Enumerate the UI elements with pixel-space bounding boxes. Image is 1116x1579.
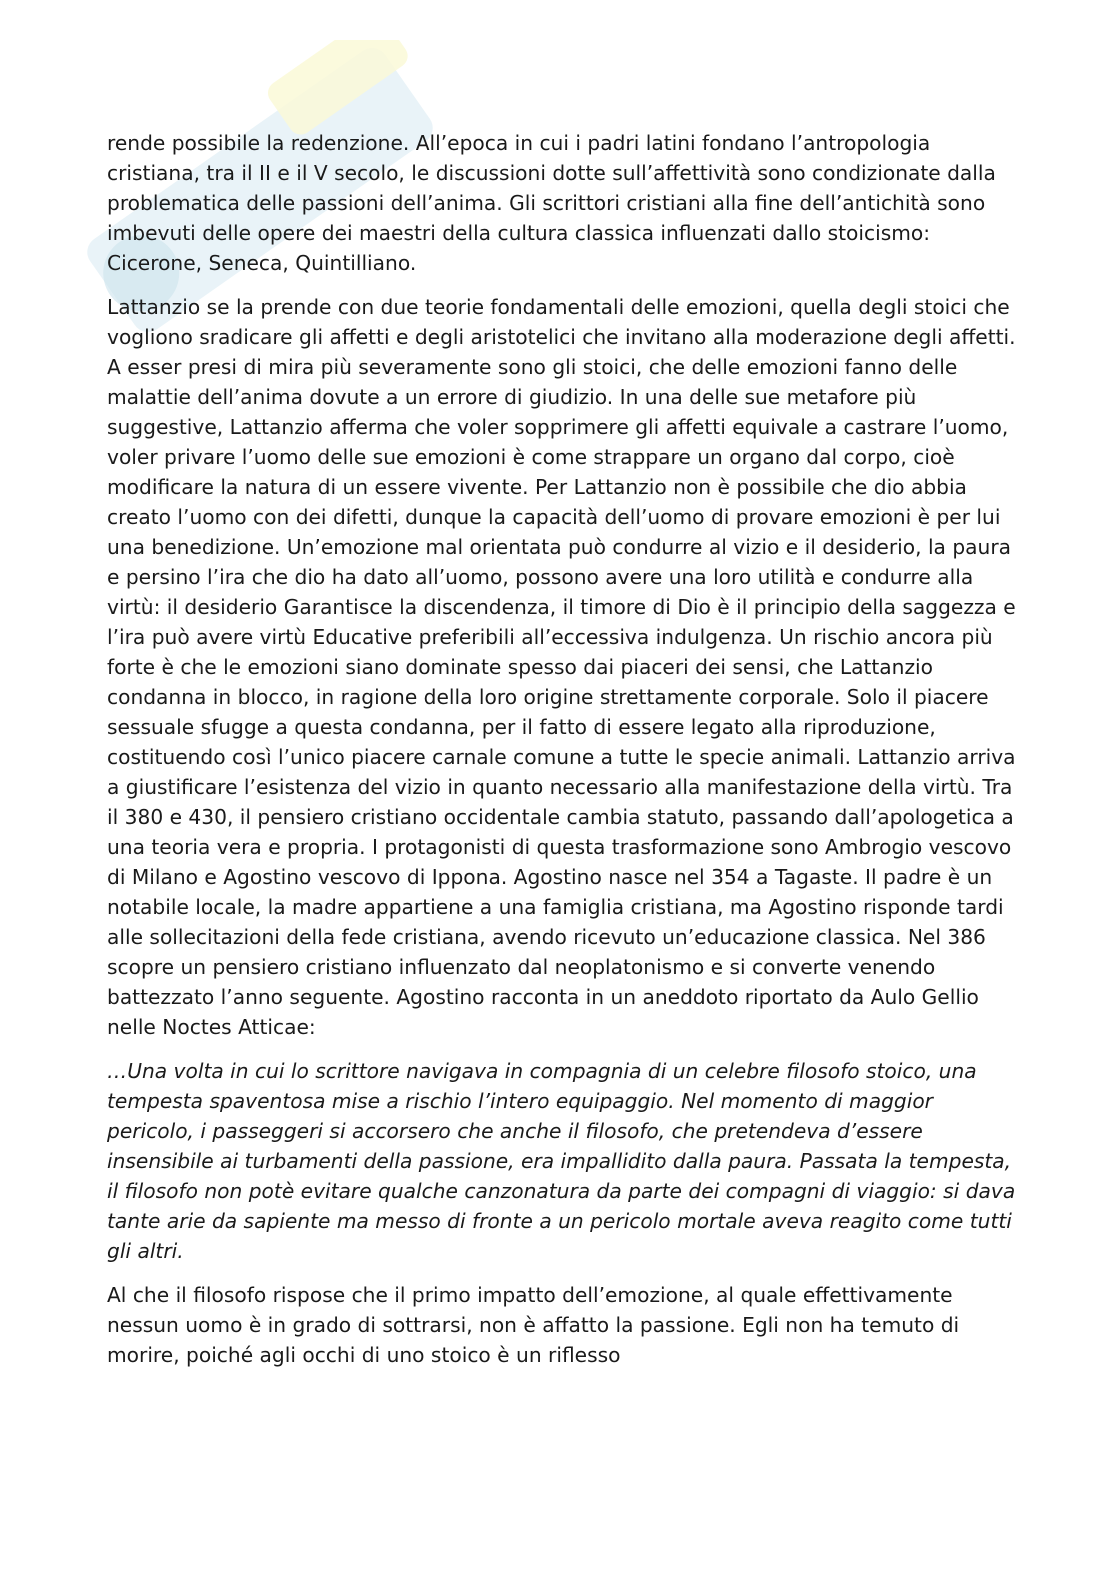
paragraph-4: Al che il filosofo rispose che il primo impatto dell’emozione, al quale effettivamente nessun uomo è in grado di sottrarsi, non è affatto la passione. Egli non ha temuto di morire, poiché agli occhi di uno stoico è un riflesso: [107, 1283, 960, 1367]
paragraph-1: rende possibile la redenzione. All’epoca in cui i padri latini fondano l’antropologia cristiana, tra il II e il V secolo, le discussioni dotte sull’affettività sono condizionate dalla problematica delle passioni dell’anima. Gli scrittori cristiani alla fine dell’antichità sono imbevuti delle opere dei maestri della cultura classica influenzati dallo stoicismo: Cicerone, Seneca, Quintilliano.: [107, 131, 996, 275]
document-body: [107, 128, 1017, 1384]
paragraph-2: Lattanzio se la prende con due teorie fondamentali delle emozioni, quella degli stoici che vogliono sradicare gli affetti e degli aristotelici che invitano alla moderazione degli affetti. A esser presi di mira più severamente sono gli stoici, che delle emozioni fanno delle malattie dell’anima dovute a un errore di giudizio. In una delle sue metafore più suggestive, Lattanzio afferma che voler sopprimere gli affetti equivale a castrare l’uomo, voler privare l’uomo delle sue emozioni è come strappare un organo dal corpo, cioè modificare la natura di un essere vivente. Per Lattanzio non è possibile che dio abbia creato l’uomo con dei difetti, dunque la capacità dell’uomo di provare emozioni è per lui una benedizione. Un’emozione mal orientata può condurre al vizio e il desiderio, la paura e persino l’ira che dio ha dato all’uomo, possono avere una loro utilità e condurre alla virtù: il desiderio Garantisce la discendenza, il timore di Dio è il principio della saggezza e l’ira può avere virtù Educative preferibili all’eccessiva indulgenza. Un rischio ancora più forte è che le emozioni siano dominate spesso dai piaceri dei sensi, che Lattanzio condanna in blocco, in ragione della loro origine strettamente corporale. Solo il piacere sessuale sfugge a questa condanna, per il fatto di essere legato alla riproduzione, costituendo così l’unico piacere carnale comune a tutte le specie animali. Lattanzio arriva a giustificare l’esistenza del vizio in quanto necessario alla manifestazione della virtù. Tra il 380 e 430, il pensiero cristiano occidentale cambia statuto, passando dall’apologetica a una teoria vera e propria. I protagonisti di questa trasformazione sono Ambrogio vescovo di Milano e Agostino vescovo di Ippona. Agostino nasce nel 354 a Tagaste. Il padre è un notabile locale, la madre appartiene a una famiglia cristiana, ma Agostino risponde tardi alle sollecitazioni della fede cristiana, avendo ricevuto un’educazione classica. Nel 386 scopre un pensiero cristiano influenzato dal neoplatonismo e si converte venendo battezzato l’anno seguente. Agostino racconta in un aneddoto riportato da Aulo Gellio nelle Noctes Atticae:: [107, 295, 1016, 1039]
quote-paragraph: …Una volta in cui lo scrittore navigava in compagnia di un celebre filosofo stoico, una tempesta spaventosa mise a rischio l’intero equipaggio. Nel momento di maggior pericolo, i passeggeri si accorsero che anche il filosofo, che pretendeva d’essere insensibile ai turbamenti della passione, era impallidito dalla paura. Passata la tempesta, il filosofo non potè evitare qualche canzonatura da parte dei compagni di viaggio: si dava tante arie da sapiente ma messo di fronte a un pericolo mortale aveva reagito come tutti gli altri.: [107, 1059, 1016, 1263]
